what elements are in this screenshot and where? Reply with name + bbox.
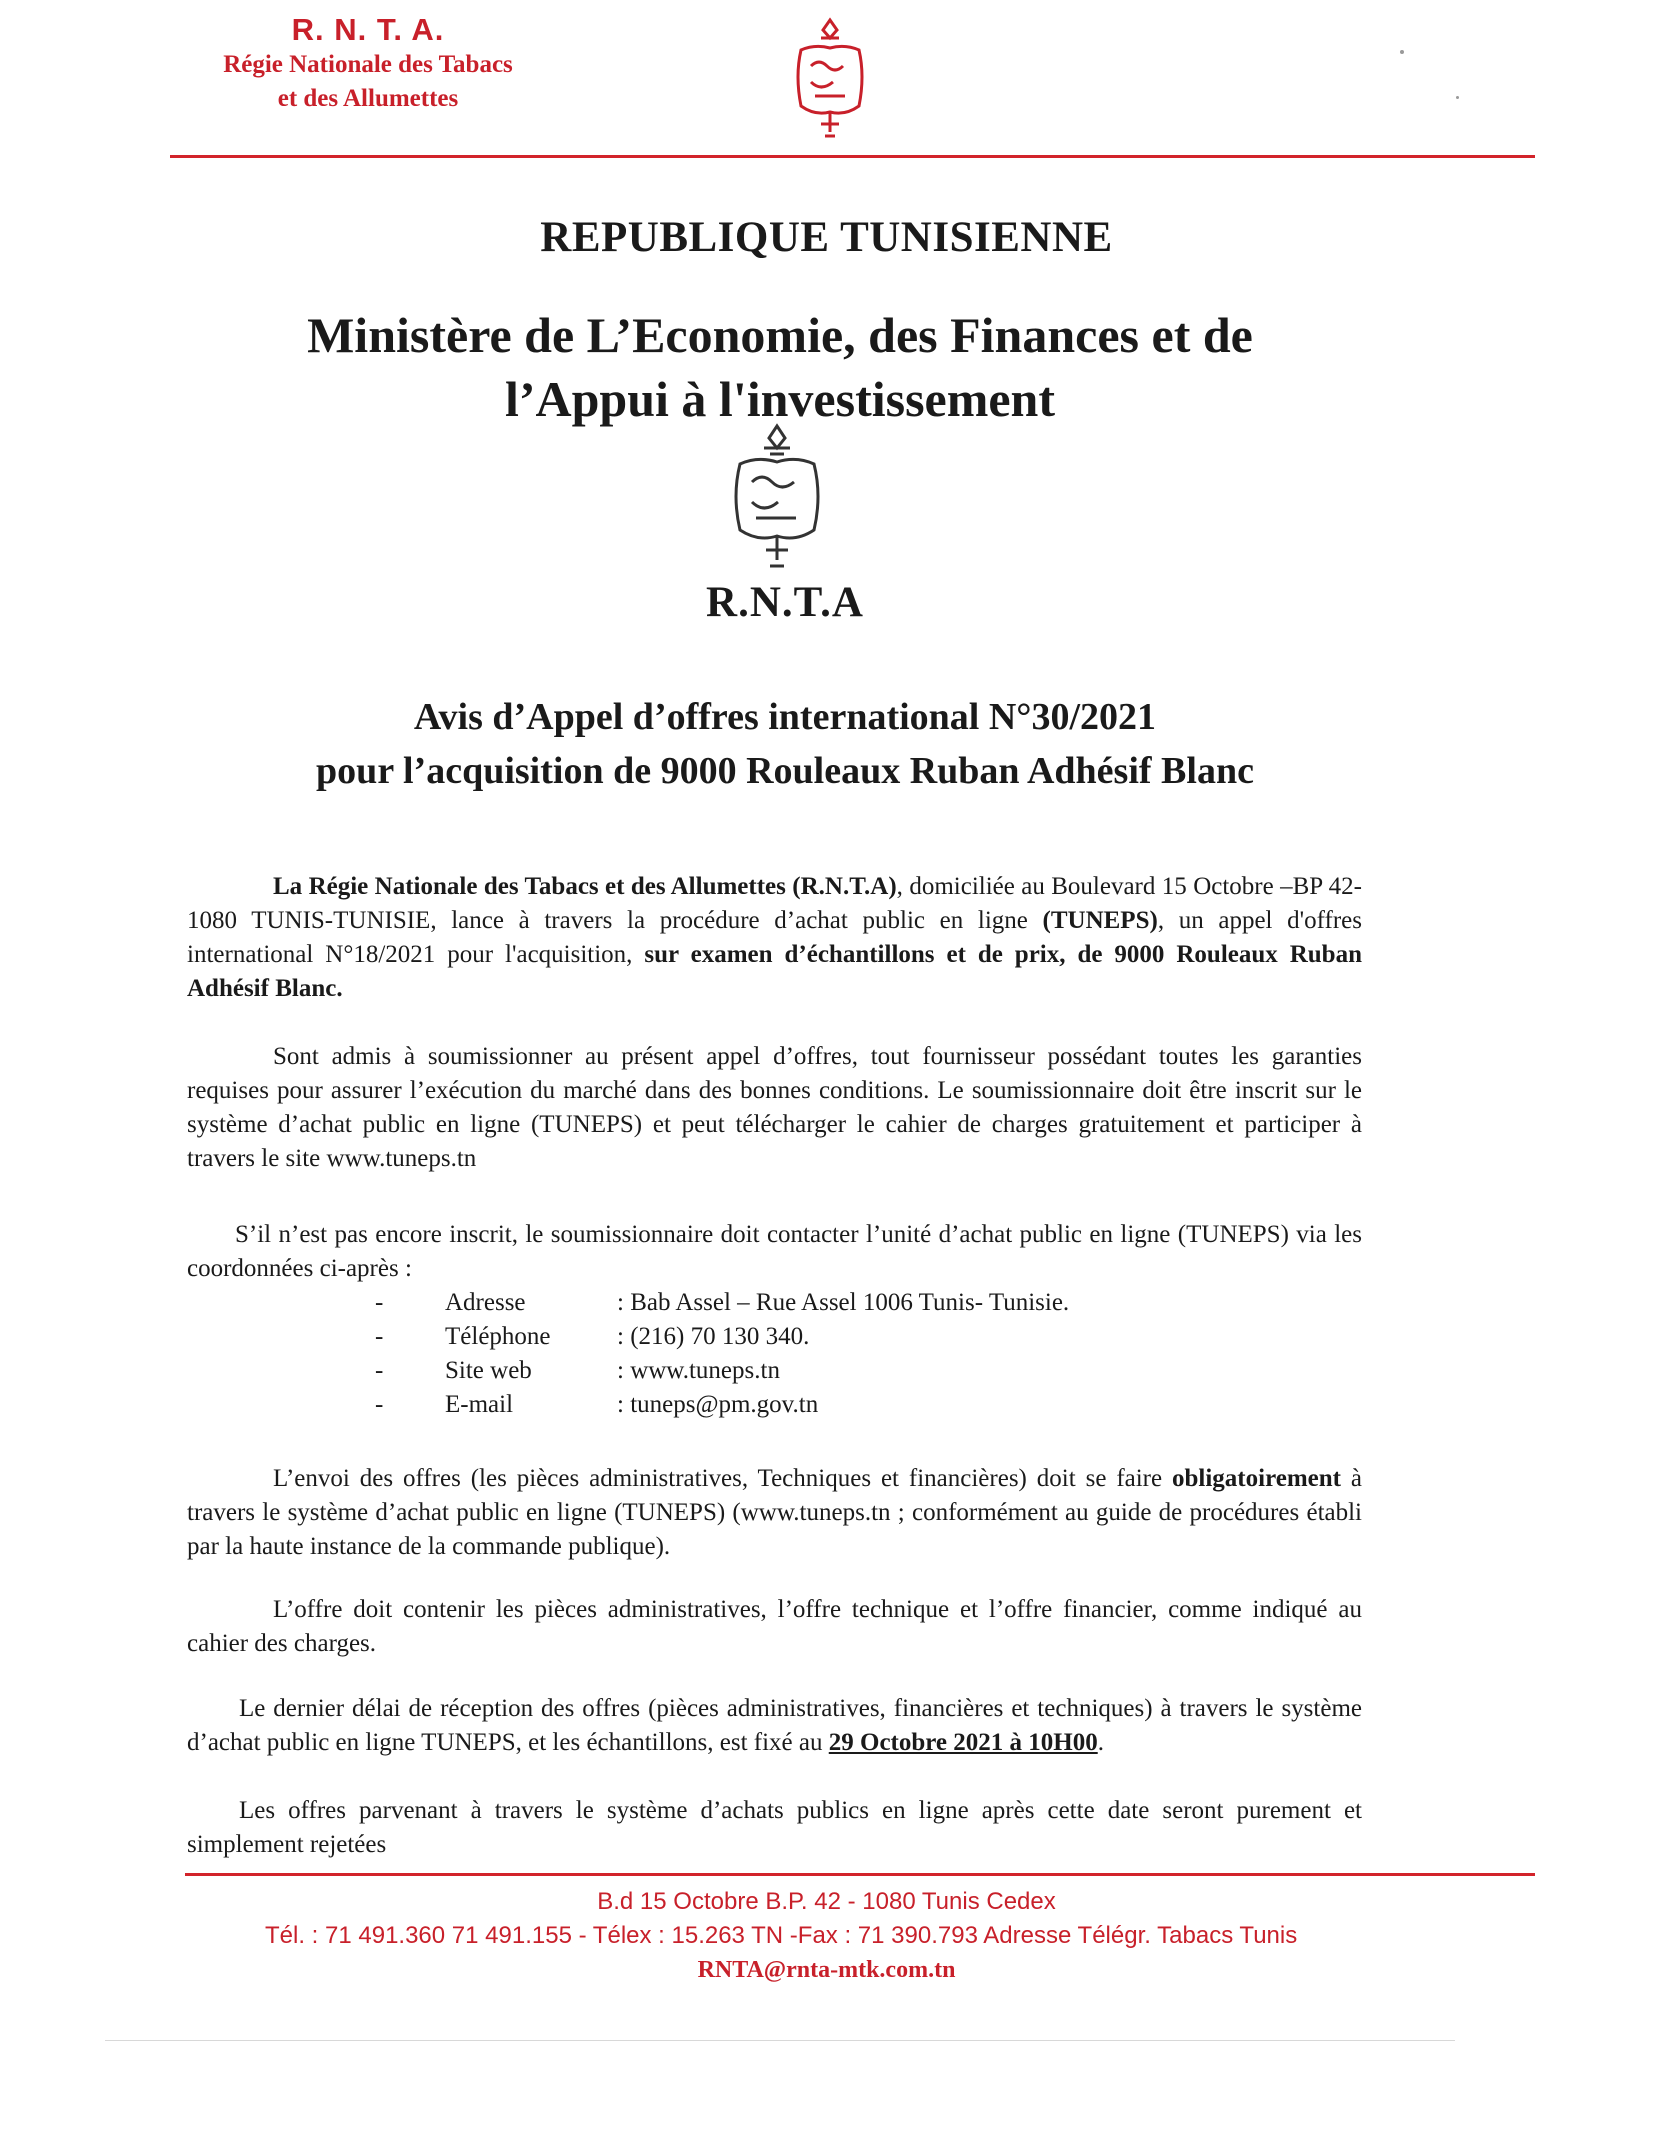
ministry-title-line-2: l’Appui à l'investissement: [504, 371, 1056, 427]
intro-subject: sur examen d’échantillons et de prix, de 9000 Rouleaux Ruban Adhésif Blanc.: [187, 941, 1362, 1002]
scan-edge-line: [105, 2040, 1455, 2041]
footer-address: B.d 15 Octobre B.P. 42 - 1080 Tunis Cedex: [597, 1888, 1056, 1915]
submission-text-b: à travers le système d’achat public en ligne (TUNEPS) (www.tuneps.tn ; conformément au guide de procédures établi par la haute instance de la commande publique).: [187, 1465, 1362, 1560]
contact-value: : www.tuneps.tn: [617, 1357, 780, 1384]
scan-speck: [1400, 50, 1404, 54]
contact-row: [375, 1320, 1069, 1354]
contact-value: : (216) 70 130 340.: [617, 1323, 810, 1350]
paragraph-submission: [187, 1462, 1362, 1564]
tender-title-line-1: Avis d’Appel d’offres international N°30/2021: [413, 696, 1157, 738]
paragraph-intro: [187, 870, 1362, 1006]
list-bullet: -: [375, 1289, 384, 1316]
contact-label: Téléphone: [445, 1323, 551, 1350]
paragraph-registration: [187, 1218, 1362, 1286]
footer-rule: [185, 1873, 1535, 1876]
header-org-line-1: Régie Nationale des Tabacs: [223, 51, 513, 78]
contact-label: E-mail: [445, 1391, 514, 1418]
list-bullet: -: [375, 1391, 384, 1418]
scan-speck: [1456, 96, 1459, 99]
rnta-logo-center: [722, 422, 832, 572]
paragraph-eligibility: [187, 1040, 1362, 1176]
ministry-title-line-1: Ministère de L’Economie, des Finances et de: [307, 307, 1253, 363]
tender-title-line-2: pour l’acquisition de 9000 Rouleaux Ruban Adhésif Blanc: [316, 750, 1254, 792]
deadline-text-b: .: [1097, 1729, 1104, 1756]
header-organization: [188, 12, 548, 116]
contact-row: [375, 1354, 1069, 1388]
contact-row: [375, 1388, 1069, 1422]
contact-row: [375, 1286, 1069, 1320]
intro-org-name: La Régie Nationale des Tabacs et des Allumettes (R.N.T.A): [273, 873, 897, 900]
contact-label: Adresse: [445, 1289, 526, 1316]
deadline-date: 29 Octobre 2021 à 10H00: [828, 1729, 1098, 1756]
footer-contacts: Tél. : 71 491.360 71 491.155 - Télex : 15.263 TN -Fax : 71 390.793 Adresse Télégr. Tabacs Tunis: [265, 1922, 1298, 1949]
contact-label: Site web: [445, 1357, 532, 1384]
intro-tuneps: (TUNEPS): [1042, 907, 1158, 934]
deadline-text-a: Le dernier délai de réception des offres (pièces administratives, financières et techniques) à travers le système d’achat public en ligne TUNEPS, et les échantillons, est fixé au: [187, 1695, 1362, 1756]
header-rule: [170, 155, 1535, 158]
paragraph-offer-content: [187, 1593, 1362, 1661]
intro-text-a: , domiciliée au Boulevard 15 Octobre –BP 42- 1080 TUNIS-TUNISIE, lance à travers la procédure d’achat public en ligne: [187, 873, 1362, 934]
republic-title: REPUBLIQUE TUNISIENNE: [540, 214, 1113, 261]
rnta-title: R.N.T.A: [706, 579, 864, 626]
contact-value: : Bab Assel – Rue Assel 1006 Tunis- Tunisie.: [617, 1289, 1070, 1316]
list-bullet: -: [375, 1357, 384, 1384]
registration-text: S’il n’est pas encore inscrit, le soumissionnaire doit contacter l’unité d’achat public en ligne (TUNEPS) via les coordonnées ci-après :: [187, 1221, 1362, 1282]
offer-content-text: L’offre doit contenir les pièces administratives, l’offre technique et l’offre financier, comme indiqué au cahier des charges.: [187, 1596, 1362, 1657]
list-bullet: -: [375, 1323, 384, 1350]
eligibility-text: Sont admis à soumissionner au présent appel d’offres, tout fournisseur possédant toutes les garanties requises pour assurer l’exécution du marché dans des bonnes conditions. Le soumissionnaire doit être inscrit sur le système d’achat public en ligne (TUNEPS) et peut télécharger le cahier de charges gratuitement et participer à travers le site www.tuneps.tn: [187, 1043, 1362, 1172]
submission-text-a: L’envoi des offres (les pièces administratives, Techniques et financières) doit se faire: [273, 1465, 1173, 1492]
rnta-logo-header: [785, 16, 875, 142]
rejection-text: Les offres parvenant à travers le système d’achats publics en ligne après cette date seront purement et simplement rejetées: [187, 1797, 1362, 1858]
footer-email: RNTA@rnta-mtk.com.tn: [697, 1957, 956, 1983]
header-abbreviation: R. N. T. A.: [291, 12, 445, 47]
submission-mandatory: obligatoirement: [1172, 1465, 1341, 1492]
tender-title: [0, 690, 1570, 798]
paragraph-deadline: [187, 1692, 1362, 1760]
header-org-line-2: et des Allumettes: [277, 85, 459, 112]
intro-text-b: , un appel d'offres international N°18/2021 pour l'acquisition,: [187, 907, 1362, 968]
ministry-title: [0, 303, 1560, 431]
contact-value: : tuneps@pm.gov.tn: [617, 1391, 819, 1418]
tuneps-contact-list: [375, 1286, 1069, 1422]
paragraph-rejection: [187, 1794, 1362, 1862]
